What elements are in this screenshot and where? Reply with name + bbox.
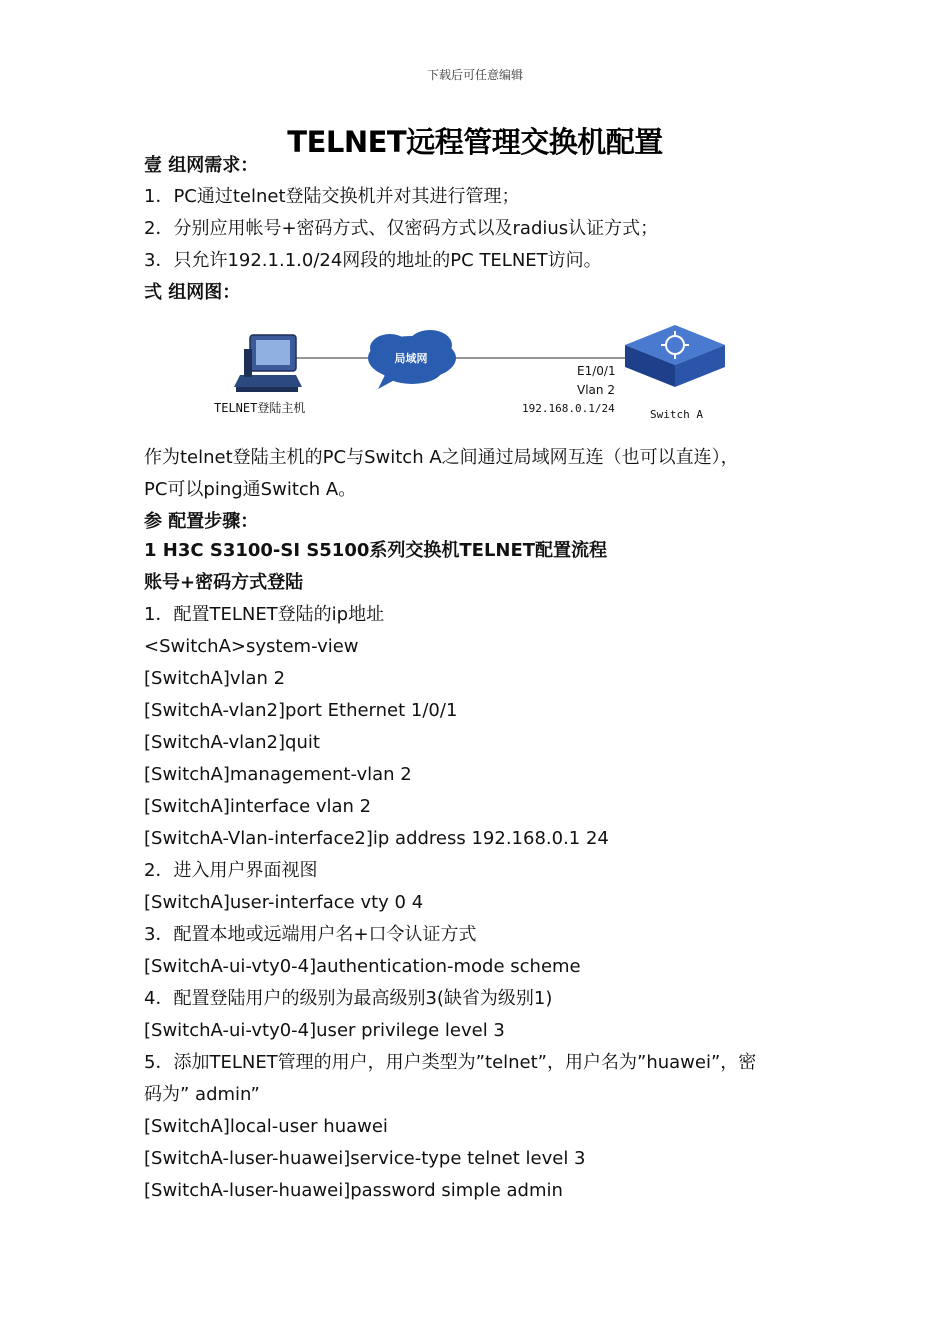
config-line: 码为” admin” (144, 1084, 260, 1105)
config-line: [SwitchA-Vlan-interface2]ip address 192.168.0.1 24 (144, 828, 609, 849)
section3-subheading: 1 H3C S3100-SI S5100系列交换机TELNET配置流程 (144, 540, 608, 561)
config-line: [SwitchA]interface vlan 2 (144, 796, 372, 817)
config-line: 5．添加TELNET管理的用户，用户类型为”telnet”，用户名为”huawei”，密 (144, 1052, 757, 1073)
config-line: [SwitchA-vlan2]port Ethernet 1/0/1 (144, 700, 458, 721)
ip-label: 192.168.0.1/24 (522, 402, 615, 415)
vlan-label: Vlan 2 (577, 383, 615, 397)
config-line: 4．配置登陆用户的级别为最高级别3(缺省为级别1) (144, 988, 553, 1009)
switch-label: Switch A (650, 408, 703, 421)
requirement-item: 1．PC通过telnet登陆交换机并对其进行管理； (144, 186, 520, 207)
config-line: 1．配置TELNET登陆的ip地址 (144, 604, 385, 625)
port-label: E1/0/1 (577, 364, 616, 378)
config-line: 2．进入用户界面视图 (144, 860, 318, 881)
config-line: [SwitchA-vlan2]quit (144, 732, 320, 753)
header-note: 下载后可任意编辑 (426, 68, 523, 82)
page-title: TELNET远程管理交换机配置 (287, 125, 663, 159)
config-line: 3．配置本地或远端用户名+口令认证方式 (144, 924, 477, 945)
host-label: TELNET登陆主机 (214, 401, 306, 415)
config-line: [SwitchA]management-vlan 2 (144, 764, 412, 785)
config-line: [SwitchA-ui-vty0-4]user privilege level 3 (144, 1020, 505, 1041)
lan-label: 局域网 (394, 352, 428, 365)
config-line: [SwitchA]local-user huawei (144, 1116, 388, 1137)
mode-heading: 账号+密码方式登陆 (144, 572, 304, 593)
requirement-item: 3．只允许192.1.1.0/24网段的地址的PC TELNET访问。 (144, 250, 602, 271)
config-line: [SwitchA]user-interface vty 0 4 (144, 892, 424, 913)
section2-heading: 弍 组网图： (144, 282, 241, 303)
config-line: [SwitchA-ui-vty0-4]authentication-mode scheme (144, 956, 581, 977)
pc-icon (234, 335, 302, 392)
switch-icon (625, 325, 725, 387)
config-line: [SwitchA]vlan 2 (144, 668, 286, 689)
description-line: 作为telnet登陆主机的PC与Switch A之间通过局域网互连（也可以直连）， (144, 447, 739, 468)
network-diagram (200, 315, 740, 430)
requirement-item: 2．分别应用帐号+密码方式、仅密码方式以及radius认证方式； (144, 218, 659, 239)
section3-heading: 参 配置步骤： (144, 511, 259, 532)
config-line: <SwitchA>system-view (144, 636, 359, 657)
config-line: [SwitchA-luser-huawei]service-type telnet level 3 (144, 1148, 586, 1169)
description-line: PC可以ping通Switch A。 (144, 479, 357, 500)
config-line: [SwitchA-luser-huawei]password simple admin (144, 1180, 563, 1201)
section1-heading: 壹 组网需求： (144, 155, 259, 176)
